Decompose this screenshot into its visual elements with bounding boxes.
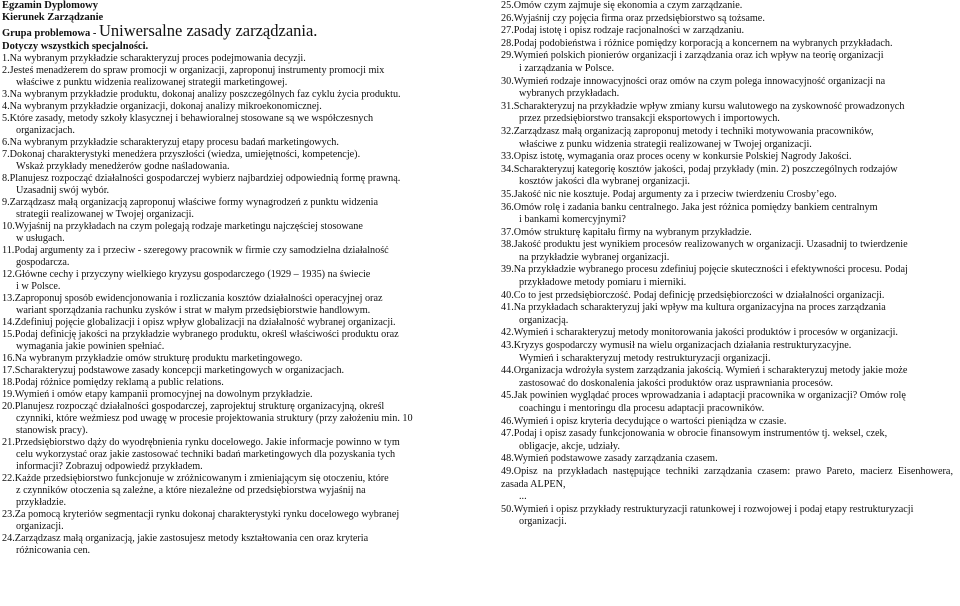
question-item bbox=[2, 245, 472, 269]
question-continuation: Wymień i scharakteryzuj metody restrukturyzacji organizacji. bbox=[519, 352, 771, 364]
question-text: 12.Główne cechy i przyczyny wielkiego kryzysu gospodarczego (1929 – 1935) na świecie bbox=[2, 269, 371, 280]
question-text: 15.Podaj definicję jakości na przykładzie wybranego produktu, określ właściwości produktu oraz bbox=[2, 329, 399, 340]
question-continuation: przykładzie. bbox=[16, 497, 67, 508]
question-continuation: stanowisk pracy). bbox=[16, 425, 88, 436]
question-text: 50.Wymień i opisz przykłady restrukturyzacji ratunkowej i rozwojowej i podaj etapy restrukturyzacji bbox=[501, 503, 914, 515]
question-item bbox=[2, 197, 472, 221]
question-text: 13.Zaproponuj sposób ewidencjonowania i rozliczania kosztów działalności operacyjnej oraz bbox=[2, 293, 383, 304]
question-text: 47.Podaj i opisz zasady funkcjonowania w obrocie finansowym instrumentów tj. weksel, czek, bbox=[501, 428, 888, 440]
question-item bbox=[2, 293, 472, 317]
question-text: 29.Wymień polskich pionierów organizacji i zarządzania oraz ich wpływ na teorię organizacji bbox=[501, 50, 884, 62]
question-continuation: na przykładzie wybranej organizacji. bbox=[519, 251, 670, 263]
question-text: 32.Zarządzasz małą organizacją zaproponuj metody i techniki motywowania pracowników, bbox=[501, 125, 874, 137]
question-item bbox=[501, 290, 953, 303]
question-item bbox=[2, 113, 472, 137]
problem-group-prefix: Grupa problemowa - bbox=[2, 28, 99, 39]
question-item bbox=[501, 302, 953, 327]
question-text: 23.Za pomocą kryteriów segmentacji rynku dokonaj charakterystyki rynku docelowego wybranej bbox=[2, 509, 400, 520]
question-text: 16.Na wybranym przykładzie omów strukturę produktu marketingowego. bbox=[2, 353, 303, 364]
question-item bbox=[501, 390, 953, 415]
question-text: 21.Przedsiębiorstwo dąży do wyodrębnienia rynku docelowego. Jakie informacje powinno w tym bbox=[2, 437, 400, 448]
question-text: 17.Scharakteryzuj podstawowe zasady koncepcji marketingowych w organizacjach. bbox=[2, 365, 345, 376]
question-item bbox=[501, 202, 953, 227]
question-item bbox=[2, 389, 472, 401]
question-text: 5.Które zasady, metody szkoły klasycznej i behawioralnej stosowane są we współczesnych bbox=[2, 113, 374, 124]
question-item bbox=[501, 327, 953, 340]
question-item bbox=[2, 353, 472, 365]
question-text: 30.Wymień rodzaje innowacyjności oraz omów na czym polega innowacyjność organizacji na bbox=[501, 75, 886, 87]
question-item bbox=[501, 13, 953, 26]
question-item bbox=[2, 329, 472, 353]
question-text: 22.Każde przedsiębiorstwo funkcjonuje w zróżnicowanym i zmieniającym się otoczeniu, które bbox=[2, 473, 389, 484]
question-item bbox=[501, 416, 953, 429]
question-text: 1.Na wybranym przykładzie scharakteryzuj proces podejmowania decyzji. bbox=[2, 53, 306, 64]
question-item bbox=[501, 227, 953, 240]
question-continuation: coachingu i mentoringu dla procesu adaptacji pracowników. bbox=[519, 403, 765, 414]
question-item bbox=[2, 137, 472, 149]
question-item bbox=[2, 533, 472, 557]
question-item bbox=[2, 437, 472, 473]
question-item bbox=[501, 101, 953, 126]
question-text: 27.Podaj istotę i opisz rodzaje racjonalności w zarządzaniu. bbox=[501, 25, 744, 37]
question-item bbox=[2, 89, 472, 101]
question-text: 35.Jakość nic nie kosztuje. Podaj argumenty za i przeciw twierdzeniu Crosby’ego. bbox=[501, 188, 837, 200]
question-continuation: organizacji. bbox=[519, 516, 567, 528]
question-text: 24.Zarządzasz małą organizacją, jakie zastosujesz metody kształtowania cen oraz kryteria bbox=[2, 533, 369, 544]
question-continuation: i bankami komercyjnymi? bbox=[519, 214, 626, 226]
question-text: 45.Jak powinien wyglądać proces wprowadzania i adaptacji pracownika w organizacji? Omów rolę bbox=[501, 390, 906, 402]
question-item bbox=[2, 401, 472, 437]
question-item bbox=[2, 365, 472, 377]
question-text: 20.Planujesz rozpocząć działalności gospodarczej, zaprojektuj strukturę organizacyjną, określ bbox=[2, 401, 385, 412]
field-of-study: Kierunek Zarządzanie bbox=[2, 12, 104, 23]
question-text: 39.Na przykładzie wybranego procesu zdefiniuj pojęcie skuteczności i efektywności procesu. Podaj bbox=[501, 264, 908, 276]
question-text: 41.Na przykładach scharakteryzuj jaki wpływ ma kultura organizacyjna na proces zarządzania bbox=[501, 302, 886, 314]
question-item bbox=[2, 473, 472, 509]
right-column bbox=[501, 0, 953, 529]
question-item bbox=[2, 173, 472, 197]
question-text: 10.Wyjaśnij na przykładach na czym polegają rodzaje marketingu najczęściej stosowane bbox=[2, 221, 363, 232]
question-item bbox=[501, 189, 953, 202]
question-text: 11.Podaj argumenty za i przeciw - szeregowy pracownik w firmie czy samodzielna działalność bbox=[2, 245, 389, 256]
question-item bbox=[2, 221, 472, 245]
question-text: 31.Scharakteryzuj na przykładzie wpływ zmiany kursu walutowego na zyskowność prowadzonych bbox=[501, 100, 905, 112]
question-text: 14.Zdefiniuj pojęcie globalizacji i opisz wpływ globalizacji na działalność wybranej organizacji. bbox=[2, 317, 396, 328]
question-text: 44.Organizacja wdrożyła system zarządzania jakością. Wymień i scharakteryzuj metody jakie może bbox=[501, 365, 908, 377]
question-item bbox=[501, 76, 953, 101]
question-continuation: przez przedsiębiorstwo transakcji eksportowych i importowych. bbox=[519, 113, 780, 125]
problem-group-name: Uniwersalne zasady zarządzania. bbox=[98, 21, 318, 40]
question-text: 36.Omów rolę i zadania banku centralnego. Jaka jest różnica pomiędzy bankiem centralnym bbox=[501, 201, 878, 213]
question-continuation: kosztów jakości dla wybranej organizacji. bbox=[519, 176, 690, 188]
question-continuation: ... bbox=[519, 491, 527, 503]
question-item bbox=[501, 239, 953, 264]
question-text: 6.Na wybranym przykładzie scharakteryzuj etapy procesu badań marketingowych. bbox=[2, 137, 339, 148]
question-item bbox=[501, 126, 953, 151]
question-item bbox=[501, 428, 953, 453]
question-text: 43.Kryzys gospodarczy wymusił na wielu organizacjach działania restrukturyzacyjne. bbox=[501, 340, 852, 352]
question-text: 48.Wymień podstawowe zasady zarządzania czasem. bbox=[501, 453, 718, 465]
question-text: 42.Wymień i scharakteryzuj metody monitorowania jakości produktów i procesów w organizacji. bbox=[501, 327, 898, 339]
question-text: 28.Podaj podobieństwa i różnice pomiędzy korporacją a koncernem na wybranych przykładach. bbox=[501, 37, 893, 49]
question-text: 18.Podaj różnice pomiędzy reklamą a public relations. bbox=[2, 377, 224, 388]
right-question-list bbox=[501, 0, 953, 529]
question-continuation: zastosować do doskonalenia jakości produktów oraz usprawniania procesów. bbox=[519, 377, 833, 389]
question-text: 49.Opisz na przykładach następujące techniki zarządzania czasem: prawo Pareto, macierz Eisenhowera, zasada ALPEN, bbox=[501, 465, 953, 490]
question-item bbox=[2, 509, 472, 533]
question-text: 8.Planujesz rozpocząć działalności gospodarczej wybierz najbardziej odpowiednią formę prawną. bbox=[2, 173, 401, 184]
question-continuation: celu wykorzystać oraz jakie zastosować techniki badań marketingowych dla pozyskania tych bbox=[16, 449, 396, 460]
question-item bbox=[501, 151, 953, 164]
question-item bbox=[2, 65, 472, 89]
question-item bbox=[2, 317, 472, 329]
left-question-list bbox=[2, 53, 472, 557]
question-continuation: właściwe z punktu widzenia realizowanej strategii marketingowej. bbox=[16, 77, 288, 88]
question-item bbox=[501, 38, 953, 51]
question-text: 46.Wymień i opisz kryteria decydujące o wartości pieniądza w czasie. bbox=[501, 415, 787, 427]
question-continuation: wariant sporządzania rachunku zysków i strat w małym przedsiębiorstwie handlowym. bbox=[16, 305, 371, 316]
question-text: 2.Jesteś menadżerem do spraw promocji w organizacji, zaproponuj instrumenty promocji mix bbox=[2, 65, 385, 76]
question-continuation: różnicowania cen. bbox=[16, 545, 91, 556]
question-item bbox=[501, 466, 953, 504]
question-continuation: organizacji. bbox=[16, 521, 64, 532]
question-item bbox=[501, 504, 953, 529]
question-continuation: czynniki, które weźmiesz pod uwagę w procesie projektowania struktury (przy założeniu min. 10 bbox=[16, 413, 413, 424]
question-continuation: i zarządzania w Polsce. bbox=[519, 62, 615, 74]
question-item bbox=[2, 101, 472, 113]
question-item bbox=[501, 340, 953, 365]
question-text: 9.Zarządzasz małą organizacją zaproponuj właściwe formy wynagrodzeń z punktu widzenia bbox=[2, 197, 379, 208]
question-item bbox=[2, 53, 472, 65]
question-continuation: właściwe z punku widzenia strategii realizowanej w Twojej organizacji. bbox=[519, 138, 812, 150]
question-item bbox=[2, 269, 472, 293]
question-continuation: Wskaż przykłady menedżerów godne naśladowania. bbox=[16, 161, 230, 172]
question-item bbox=[501, 453, 953, 466]
question-text: 40.Co to jest przedsiębiorczość. Podaj definicję przedsiębiorczości w działalności organizacji. bbox=[501, 289, 885, 301]
question-continuation: organizacją. bbox=[519, 314, 569, 326]
question-text: 37.Omów strukturę kapitału firmy na wybranym przykładzie. bbox=[501, 226, 752, 238]
question-continuation: organizacjach. bbox=[16, 125, 75, 136]
problem-group-line bbox=[2, 21, 472, 41]
question-continuation: gospodarcza. bbox=[16, 257, 70, 268]
question-text: 33.Opisz istotę, wymagania oraz proces oceny w konkursie Polskiej Nagrody Jakości. bbox=[501, 151, 852, 163]
question-continuation: wymagania jakie powinien spełniać. bbox=[16, 341, 165, 352]
question-continuation: wybranych przykładach. bbox=[519, 88, 620, 100]
question-item bbox=[501, 264, 953, 289]
question-item bbox=[501, 50, 953, 75]
question-item bbox=[501, 365, 953, 390]
question-continuation: informacji? Zobrazuj odpowiedź przykładem. bbox=[16, 461, 203, 472]
question-continuation: z czynników otoczenia są zależne, a które niezależne od przedsiębiorstwa wyjaśnij na bbox=[16, 485, 366, 496]
question-text: 34.Scharakteryzuj kategorię kosztów jakości, podaj przykłady (min. 2) poszczególnych rodzajów bbox=[501, 163, 898, 175]
exam-title: Egzamin Dyplomowy bbox=[2, 0, 98, 11]
question-text: 4.Na wybranym przykładzie organizacji, dokonaj analizy mikroekonomicznej. bbox=[2, 101, 322, 112]
question-continuation: Uzasadnij swój wybór. bbox=[16, 185, 110, 196]
question-item bbox=[2, 377, 472, 389]
question-item bbox=[501, 164, 953, 189]
question-continuation: w usługach. bbox=[16, 233, 65, 244]
question-text: 26.Wyjaśnij czy pojęcia firma oraz przedsiębiorstwo są tożsame. bbox=[501, 12, 765, 24]
question-continuation: i w Polsce. bbox=[16, 281, 61, 292]
question-item bbox=[501, 25, 953, 38]
question-continuation: strategii realizowanej w Twojej organizacji. bbox=[16, 209, 194, 220]
left-column bbox=[2, 0, 472, 557]
question-text: 38.Jakość produktu jest wynikiem procesów realizowanych w organizacji. Uzasadnij to twierdzenie bbox=[501, 239, 908, 251]
question-text: 25.Omów czym zajmuje się ekonomia a czym zarządzanie. bbox=[501, 0, 743, 11]
scope-note: Dotyczy wszystkich specjalności. bbox=[2, 41, 149, 52]
question-item bbox=[501, 0, 953, 13]
question-text: 3.Na wybranym przykładzie produktu, dokonaj analizy poszczególnych faz cyklu życia produktu. bbox=[2, 89, 401, 100]
question-text: 19.Wymień i omów etapy kampanii promocyjnej na dowolnym przykładzie. bbox=[2, 389, 313, 400]
question-continuation: obligacje, akcje, udziały. bbox=[519, 440, 620, 452]
question-item bbox=[2, 149, 472, 173]
question-text: 7.Dokonaj charakterystyki menedżera przyszłości (wiedza, umiejętności, kompetencje). bbox=[2, 149, 361, 160]
question-continuation: przykładowe metody pomiaru i mierniki. bbox=[519, 277, 687, 289]
